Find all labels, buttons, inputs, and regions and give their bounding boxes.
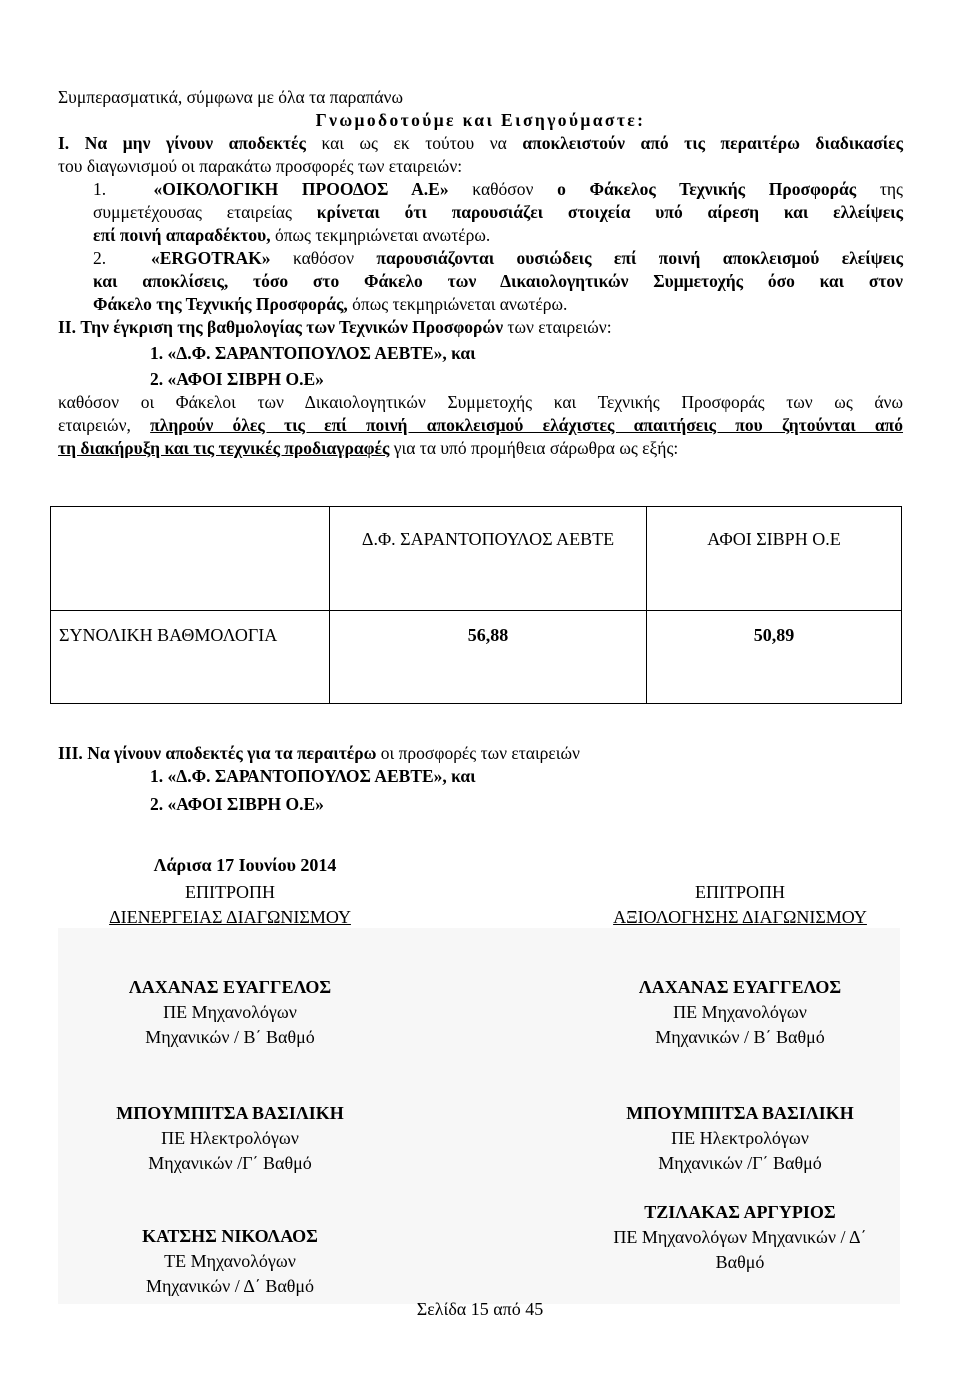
signatory-right-2	[560, 1101, 920, 1176]
section-2-text: των εταιρειών:	[503, 317, 612, 337]
item-2-line-3	[58, 293, 903, 316]
section-1-line-2: του διαγωνισμού οι παρακάτω προσφορές των εταιρειών:	[58, 156, 463, 176]
item-2-text-1: καθόσον	[270, 248, 377, 268]
item-1-company: «ΟΙΚΟΛΟΓΙΚΗ ΠΡΟΟΔΟΣ Α.Ε»	[153, 179, 449, 199]
item-1-line-3a: επί ποινή απαραδέκτου,	[93, 225, 271, 245]
item-2-company: «ERGOTRAK»	[150, 248, 271, 268]
page-footer: Σελίδα 15 από 45	[416, 1299, 544, 1319]
section-1-number: Ι.	[58, 133, 70, 153]
signatory-left-2-spec: ΠΕ Ηλεκτρολόγων	[161, 1128, 299, 1148]
section-2-heading	[58, 316, 903, 339]
signatory-left-2	[40, 1101, 420, 1176]
score-table-header-row	[51, 507, 902, 611]
committee-left-subtitle: ΔΙΕΝΕΡΓΕΙΑΣ ΔΙΑΓΩΝΙΣΜΟΥ	[109, 907, 351, 927]
item-2-number: 2.	[93, 248, 107, 268]
signatory-right-2-grade: Μηχανικών /Γ΄ Βαθμό	[658, 1153, 822, 1173]
section-2-para-line-2b: πληρούν όλες τις επί ποινή αποκλεισμού ελάχιστες απαιτήσεις που ζητούνται από	[150, 415, 904, 435]
signatory-right-3-name: ΤΖΙΛΑΚΑΣ ΑΡΓΥΡΙΟΣ	[644, 1202, 836, 1222]
section-2-para-line-3	[58, 437, 903, 460]
signatory-right-2-spec: ΠΕ Ηλεκτρολόγων	[671, 1128, 809, 1148]
score-table-col-2-header: ΑΦΟΙ ΣΙΒΡΗ Ο.Ε	[647, 507, 902, 611]
section-2-item-1: 1. «Δ.Φ. ΣΑΡΑΝΤΟΠΟΥΛΟΣ ΑΕΒΤΕ», και	[150, 343, 476, 363]
signatory-right-1	[560, 975, 920, 1050]
signatory-left-3-spec: ΤΕ Μηχανολόγων	[164, 1251, 296, 1271]
score-table	[50, 506, 902, 704]
item-1-text-2: της	[856, 179, 903, 199]
score-table-value-1: 56,88	[330, 611, 647, 704]
section-3	[58, 742, 903, 816]
item-1-line-2a: συμμετέχουσας εταιρείας	[93, 202, 317, 222]
signatory-left-3-grade: Μηχανικών / Δ΄ Βαθμό	[145, 1276, 315, 1296]
signatory-right-3-grade: Βαθμό	[715, 1252, 765, 1272]
signatory-right-3	[560, 1200, 920, 1275]
score-table-row-label: ΣΥΝΟΛΙΚΗ ΒΑΘΜΟΛΟΓΙΑ	[51, 611, 330, 704]
signatory-left-3	[40, 1224, 420, 1299]
committee-left	[40, 880, 420, 930]
section-2-para-line-2a: εταιρειών,	[58, 415, 151, 435]
signatory-left-2-name: ΜΠΟΥΜΠΙΤΣΑ ΒΑΣΙΛΙΚΗ	[116, 1103, 344, 1123]
signatory-left-1-name: ΛΑΧΑΝΑΣ ΕΥΑΓΓΕΛΟΣ	[128, 977, 332, 997]
item-1-line-2	[58, 201, 903, 224]
item-2-line-2: και αποκλίσεις, τόσο στο Φάκελο των Δικαιολογητικών Συμμετοχής όσο και στον	[93, 271, 903, 291]
item-1-text-1: καθόσον	[448, 179, 558, 199]
section-2-para-line-3b: για τα υπό προμήθεια σάρωθρα ως εξής:	[389, 438, 679, 458]
section-1-line-1	[58, 132, 903, 155]
signatory-right-1-name: ΛΑΧΑΝΑΣ ΕΥΑΓΓΕΛΟΣ	[638, 977, 842, 997]
section-1-bold-2: αποκλειστούν από τις περαιτέρω διαδικασίες	[522, 133, 904, 153]
section-1-bold-1: Να μην γίνουν αποδεκτές	[84, 133, 306, 153]
section-1-text-1: και ως εκ τούτου να	[305, 133, 523, 153]
score-table-col-1-header: Δ.Φ. ΣΑΡΑΝΤΟΠΟΥΛΟΣ ΑΕΒΤΕ	[330, 507, 647, 611]
score-table-row	[51, 611, 902, 704]
section-3-bold: Να γίνουν αποδεκτές για τα περαιτέρω	[87, 743, 377, 763]
intro-text: Συμπερασματικά, σύμφωνα με όλα τα παραπάνω	[58, 87, 403, 107]
signature-date: Λάρισα 17 Ιουνίου 2014	[153, 855, 337, 875]
section-2-para-line-3a: τη διακήρυξη και τις τεχνικές προδιαγραφές	[58, 438, 390, 458]
signatory-right-3-spec: ΠΕ Μηχανολόγων Μηχανικών / Δ΄	[613, 1227, 867, 1247]
committee-right	[560, 880, 920, 930]
item-1-bold-1: ο Φάκελος Τεχνικής Προσφοράς	[557, 179, 857, 199]
section-3-item-2: 2. «ΑΦΟΙ ΣΙΒΡΗ Ο.Ε»	[150, 794, 324, 814]
item-1-number: 1.	[93, 179, 107, 199]
section-2-bold: Την έγκριση της βαθμολογίας των Τεχνικών Προσφορών	[80, 317, 504, 337]
signatory-right-1-spec: ΠΕ Μηχανολόγων	[673, 1002, 807, 1022]
committee-right-title: ΕΠΙΤΡΟΠΗ	[695, 882, 785, 902]
committee-right-subtitle: ΑΞΙΟΛΟΓΗΣΗΣ ΔΙΑΓΩΝΙΣΜΟΥ	[613, 907, 867, 927]
section-3-number: ΙΙΙ.	[58, 743, 83, 763]
score-table-corner	[51, 507, 330, 611]
signatory-right-2-name: ΜΠΟΥΜΠΙΤΣΑ ΒΑΣΙΛΙΚΗ	[626, 1103, 854, 1123]
item-2-line-1	[58, 247, 903, 270]
section-3-text: οι προσφορές των εταιρειών	[376, 743, 580, 763]
signatory-left-1-spec: ΠΕ Μηχανολόγων	[163, 1002, 297, 1022]
section-3-heading	[58, 742, 903, 765]
item-2-bold-1: παρουσιάζονται ουσιώδεις επί ποινή αποκλεισμού ελείψεις	[376, 248, 904, 268]
signatory-right-1-grade: Μηχανικών / Β΄ Βαθμό	[655, 1027, 825, 1047]
item-1-line-2b: κρίνεται ότι παρουσιάζει στοιχεία υπό αίρεση και ελλείψεις	[316, 202, 903, 222]
score-table-value-2: 50,89	[647, 611, 902, 704]
propose-heading: Γνωμοδοτούμε και Εισηγούμαστε:	[315, 110, 646, 130]
item-2-line-3b: όπως τεκμηριώνεται ανωτέρω.	[347, 294, 568, 314]
signatory-left-2-grade: Μηχανικών /Γ΄ Βαθμό	[148, 1153, 312, 1173]
signatory-left-3-name: ΚΑΤΣΗΣ ΝΙΚΟΛΑΟΣ	[142, 1226, 318, 1246]
signatory-left-1	[40, 975, 420, 1050]
section-2-item-2: 2. «ΑΦΟΙ ΣΙΒΡΗ Ο.Ε»	[150, 369, 324, 389]
document-body	[58, 86, 903, 460]
item-1-line-3	[58, 224, 903, 247]
section-2-para-line-2	[58, 414, 903, 437]
item-1-line-1	[58, 178, 903, 201]
item-1-line-3b: όπως τεκμηριώνεται ανωτέρω.	[270, 225, 491, 245]
item-2-line-3a: Φάκελο της Τεχνικής Προσφοράς,	[93, 294, 348, 314]
committee-left-title: ΕΠΙΤΡΟΠΗ	[185, 882, 275, 902]
section-3-item-1: 1. «Δ.Φ. ΣΑΡΑΝΤΟΠΟΥΛΟΣ ΑΕΒΤΕ», και	[150, 766, 476, 786]
signatory-left-1-grade: Μηχανικών / Β΄ Βαθμό	[145, 1027, 315, 1047]
section-2-number: ΙΙ.	[58, 317, 76, 337]
section-2-para-line-1: καθόσον οι Φάκελοι των Δικαιολογητικών Συμμετοχής και Τεχνικής Προσφοράς των ως άνω	[58, 392, 903, 412]
